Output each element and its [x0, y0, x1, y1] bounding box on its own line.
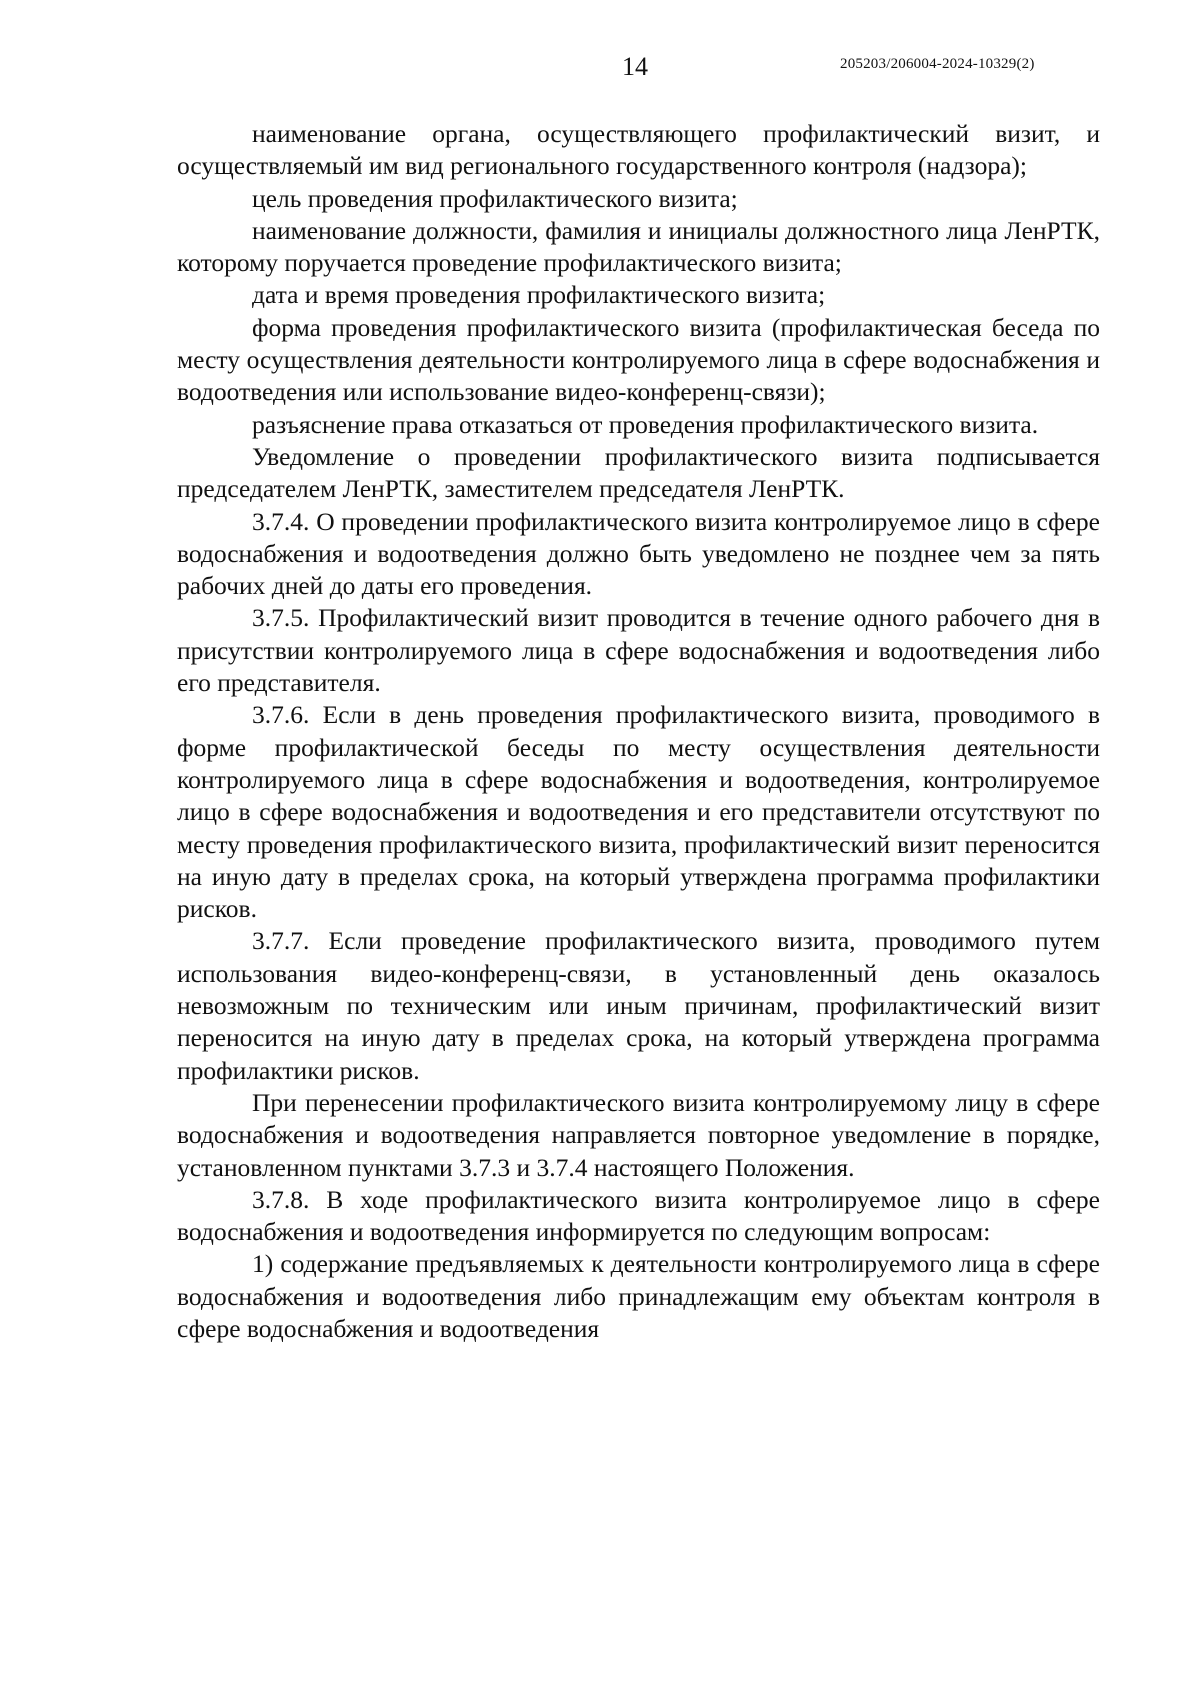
- paragraph: разъяснение права отказаться от проведения профилактического визита.: [252, 409, 1039, 439]
- page-number: 14: [622, 52, 648, 81]
- paragraph: 3.7.8. В ходе профилактического визита контролируемое лицо в сфере водоснабжения и водоотведения информируется по следующим вопросам:: [177, 1184, 1100, 1247]
- paragraph: 3.7.6. Если в день проведения профилактического визита, проводимого в форме профилактической беседы по месту осуществления деятельности контролируемого лица в сфере водоснабжения и водоотведения, контролируемое лицо в сфере водоснабжения и водоотведения и его представители отсутствуют по месту проведения профилактического визита, профилактический визит переносится на иную дату в пределах срока, на который утверждена программа профилактики рисков.: [177, 700, 1100, 924]
- paragraph: наименование органа, осуществляющего профилактический визит, и осуществляемый им вид регионального государственного контроля (надзора);: [177, 119, 1100, 181]
- paragraph: Уведомление о проведении профилактического визита подписывается председателем ЛенРТК, заместителем председателя ЛенРТК.: [177, 441, 1100, 504]
- paragraph: 3.7.4. О проведении профилактического визита контролируемое лицо в сфере водоснабжения и водоотведения должно быть уведомлено не позднее чем за пять рабочих дней до даты его проведения.: [177, 506, 1100, 601]
- paragraph: 3.7.5. Профилактический визит проводится в течение одного рабочего дня в присутствии контролируемого лица в сфере водоснабжения и водоотведения либо его представителя.: [177, 603, 1100, 698]
- document-body: [177, 118, 1100, 1345]
- paragraph: форма проведения профилактического визита (профилактическая беседа по месту осуществления деятельности контролируемого лица в сфере водоснабжения и водоотведения или использование видео-конференц-связи);: [177, 312, 1100, 407]
- paragraph: При перенесении профилактического визита контролируемому лицу в сфере водоснабжения и водоотведения направляется повторное уведомление в порядке, установленном пунктами 3.7.3 и 3.7.4 настоящего Положения.: [177, 1087, 1100, 1182]
- paragraph: дата и время проведения профилактического визита;: [252, 280, 826, 310]
- paragraph: цель проведения профилактического визита;: [252, 183, 738, 213]
- paragraph: 1) содержание предъявляемых к деятельности контролируемого лица в сфере водоснабжения и водоотведения либо принадлежащим ему объектам контроля в сфере водоснабжения и водоотведения: [177, 1249, 1100, 1343]
- document-code: 205203/206004-2024-10329(2): [840, 56, 1035, 72]
- paragraph: наименование должности, фамилия и инициалы должностного лица ЛенРТК, которому поручается проведение профилактического визита;: [177, 215, 1100, 278]
- paragraph: 3.7.7. Если проведение профилактического визита, проводимого путем использования видео-конференц-связи, в установленный день оказалось невозможным по техническим или иным причинам, профилактический визит переносится на иную дату в пределах срока, на который утверждена программа профилактики рисков.: [177, 926, 1100, 1085]
